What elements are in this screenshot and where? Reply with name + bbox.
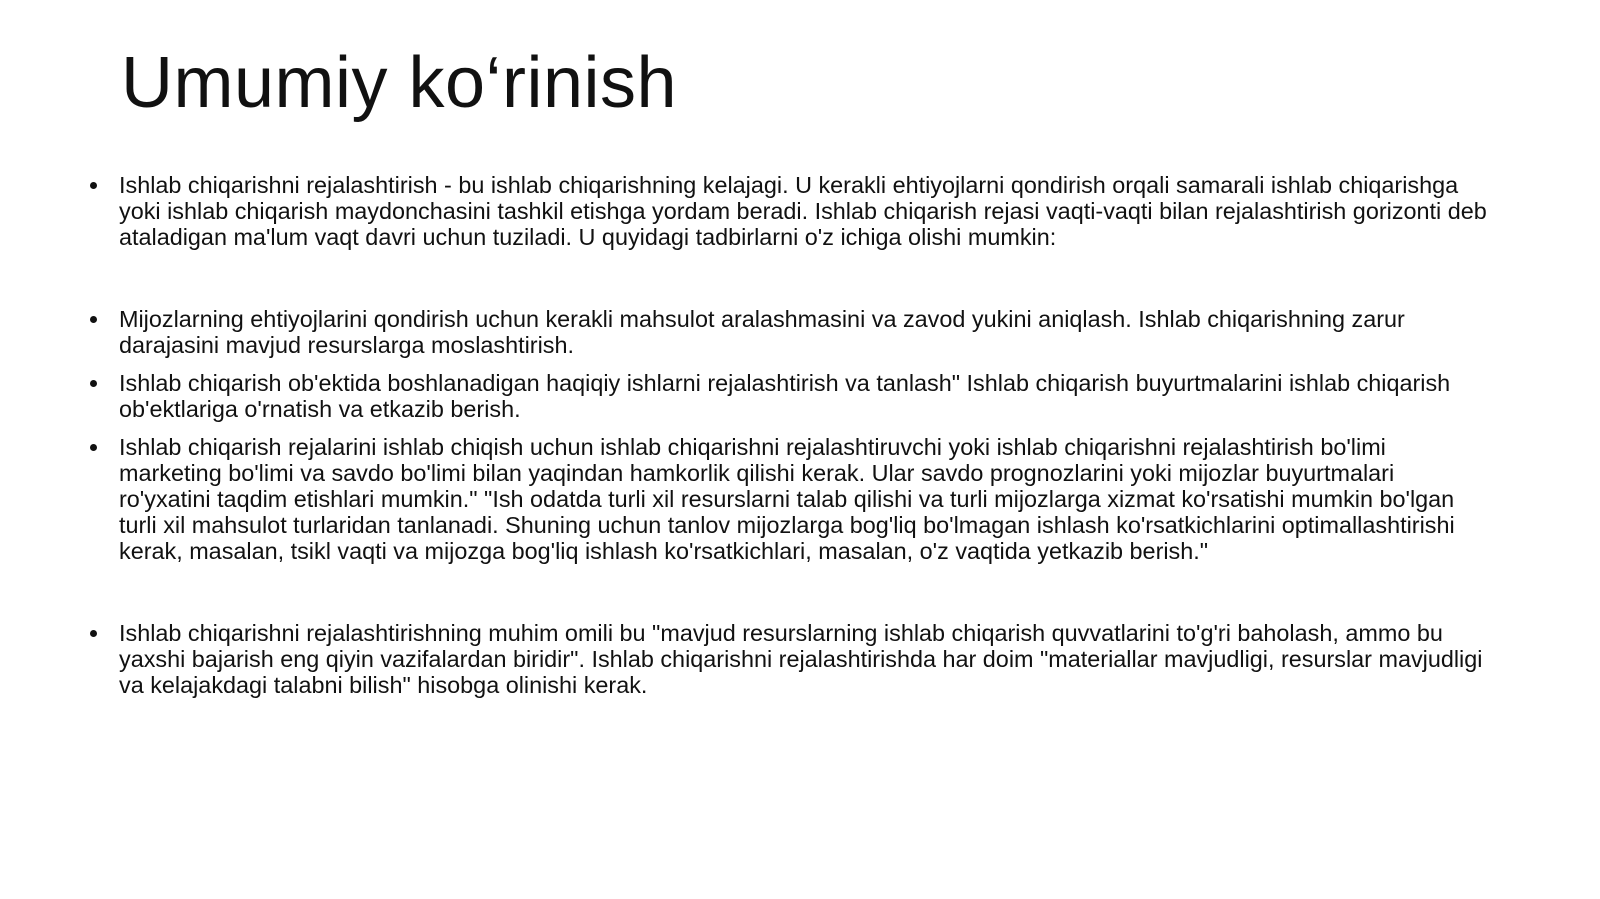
bullet-text: Ishlab chiqarish ob'ektida boshlanadigan haqiqiy ishlarni rejalashtirish va tanlash" Ishlab chiqarish buyurtmalarini ishlab chiqarish ob'ektlariga o'rnatish va etkazib berish. bbox=[119, 370, 1451, 422]
bullet-text: Ishlab chiqarishni rejalashtirish - bu ishlab chiqarishning kelajagi. U kerakli ehtiyojlarni qondirish orqali samarali ishlab chiqarishga yoki ishlab chiqarish maydonchasini tashkil etishga yordam beradi. Ishlab chiqarish rejasi vaqti-vaqti bilan rejalashtirish gorizonti deb ataladigan ma'lum vaqt davri uchun tuziladi. U quyidagi tadbirlarni o'z ichiga olishi mumkin: bbox=[119, 172, 1487, 250]
bullet-item bbox=[90, 434, 1490, 564]
bullet-list bbox=[90, 172, 1490, 698]
bullet-item bbox=[90, 172, 1490, 250]
bullet-dot-icon bbox=[90, 380, 97, 387]
bullet-dot-icon bbox=[90, 316, 97, 323]
bullet-text: Ishlab chiqarishni rejalashtirishning muhim omili bu "mavjud resurslarning ishlab chiqarish quvvatlarini to'g'ri baholash, ammo bu yaxshi bajarish eng qiyin vazifalardan biridir". Ishlab chiqarishni rejalashtirishda har doim "materiallar mavjudligi, resurslar mavjudligi va kelajakdagi talabni bilish" hisobga olinishi kerak. bbox=[119, 620, 1483, 698]
bullet-dot-icon bbox=[90, 444, 97, 451]
bullet-item bbox=[90, 306, 1490, 358]
slide-title: Umumiy ko‘rinish bbox=[121, 43, 678, 123]
bullet-text: Ishlab chiqarish rejalarini ishlab chiqish uchun ishlab chiqarishni rejalashtiruvchi yoki ishlab chiqarishni rejalashtirish bo'limi marketing bo'limi va savdo bo'limi bilan yaqindan hamkorlik qilishi kerak. Ular savdo prognozlarini yoki mijozlar buyurtmalari ro'yxatini taqdim etishlari mumkin." "Ish odatda turli xil resurslarni talab qilishi va turli mijozlarga xizmat ko'rsatishi mumkin bo'lgan turli xil mahsulot turlaridan tanlanadi. Shuning uchun tanlov mijozlarga bog'liq bo'lmagan ishlash ko'rsatkichlarini optimallashtirishi kerak, masalan, tsikl vaqti va mijozga bog'liq ishlash ko'rsatkichlari, masalan, o'z vaqtida yetkazib berish." bbox=[119, 434, 1455, 564]
bullet-dot-icon bbox=[90, 182, 97, 189]
bullet-item bbox=[90, 370, 1490, 422]
bullet-dot-icon bbox=[90, 630, 97, 637]
bullet-text: Mijozlarning ehtiyojlarini qondirish uchun kerakli mahsulot aralashmasini va zavod yukini aniqlash. Ishlab chiqarishning zarur darajasini mavjud resurslarga moslashtirish. bbox=[119, 306, 1405, 358]
bullet-item bbox=[90, 620, 1490, 698]
